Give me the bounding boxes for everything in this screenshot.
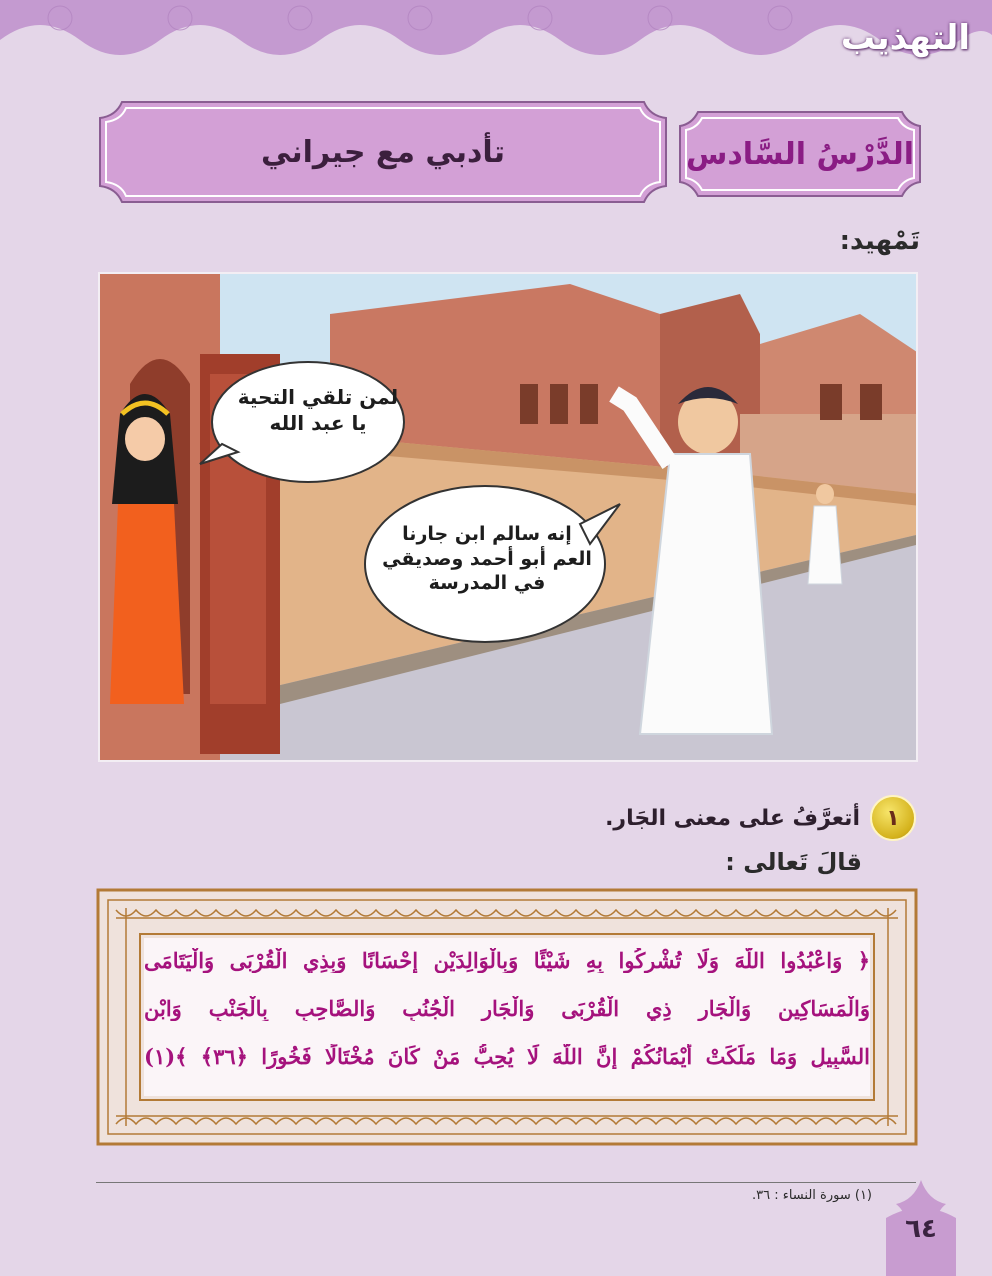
verse-text-box (144, 938, 870, 1096)
lesson-title: تأدبي مع جيراني (261, 134, 505, 170)
speech-bubble-girl (228, 384, 408, 436)
speech-line: العم أبو أحمد وصديقي (382, 547, 592, 570)
section-heading (605, 795, 916, 841)
verse-line: وَالْمَسَاكِينِ وَالْجَارِ ذِي الْقُرْبَى وَالْجَارِ الْجُنُبِ وَالصَّاحِبِ بِالْجَنْبِ وَابْنِ (144, 996, 870, 1021)
lesson-title-frame (96, 98, 670, 206)
verse-line: ﴿ وَاعْبُدُوا اللَّهَ وَلَا تُشْرِكُوا بِهِ شَيْئًا وَبِالْوَالِدَيْنِ إِحْسَانًا وَبِذِي الْقُرْبَى وَالْيَتَامَى (144, 948, 870, 973)
intro-label: تَمْهيد: (839, 226, 920, 256)
page-number: ٦٤ (905, 1214, 937, 1244)
footnote-divider (96, 1182, 916, 1183)
street-scene (100, 274, 918, 762)
street-illustration (98, 272, 918, 762)
speech-bubble-boy (372, 522, 602, 596)
verse-frame (96, 888, 918, 1146)
section-number-badge: ١ (870, 795, 916, 841)
verse-line: السَّبِيلِ وَمَا مَلَكَتْ أَيْمَانُكُمْ إِنَّ اللَّهَ لَا يُحِبُّ مَنْ كَانَ مُخْتَالًا فَخُورًا ﴿٣٦﴾ ﴾(١) (144, 1044, 870, 1069)
section-title: أتعرَّفُ على معنى الجَار. (605, 805, 860, 831)
speech-line: يا عبد الله (269, 411, 367, 435)
subject-title: التهذيب (840, 18, 970, 58)
verse-intro: قالَ تَعالى : (725, 848, 862, 876)
speech-line: لمن تلقي التحية (237, 385, 399, 409)
lesson-number: الدَّرْسُ السَّادس (685, 136, 915, 172)
speech-line: إنه سالم ابن جارنا (402, 523, 572, 545)
page-number-badge (876, 1178, 966, 1276)
lesson-number-frame (676, 108, 924, 200)
footnote: (١) سورة النساء : ٣٦. (751, 1188, 872, 1203)
speech-line: في المدرسة (428, 572, 546, 595)
